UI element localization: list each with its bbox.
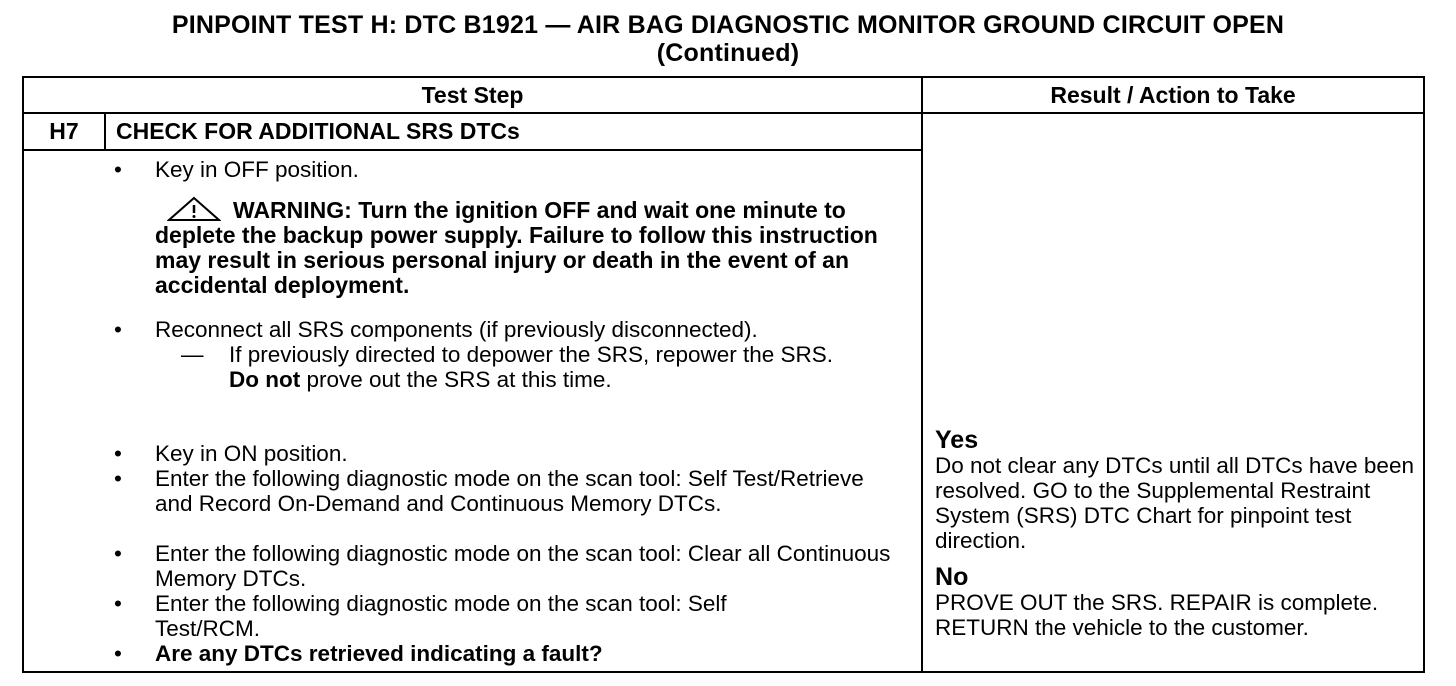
step-question: Are any DTCs retrieved indicating a fault? <box>155 641 603 666</box>
bullet-icon: • <box>114 591 122 616</box>
pinpoint-test-table <box>22 76 1425 673</box>
step-body <box>23 150 922 672</box>
page-subtitle: (Continued) <box>656 39 800 67</box>
warning-block <box>155 196 915 298</box>
yes-text: Do not clear any DTCs until all DTCs have been resolved. GO to the Supplemental Restraint System (SRS) DTC Chart for pinpoint test direction. <box>935 453 1414 553</box>
header-test-step: Test Step <box>23 77 922 113</box>
no-label: No <box>935 563 969 591</box>
sub-text-1: If previously directed to depower the SRS, repower the SRS. <box>229 342 834 367</box>
step-clear-dtcs: Enter the following diagnostic mode on the scan tool: Clear all Continuous Memory DTCs. <box>155 541 891 591</box>
bullet-icon: • <box>114 157 122 182</box>
step-title: CHECK FOR ADDITIONAL SRS DTCs <box>105 113 922 150</box>
warning-text: WARNING: Turn the ignition OFF and wait one minute to deplete the backup power supply. Failure to follow this instruction may result in serious personal injury or death in the event of an accidental deployment. <box>155 197 878 298</box>
warning-triangle-icon <box>167 196 221 222</box>
step-key-off: Key in OFF position. <box>155 157 359 182</box>
page-title: PINPOINT TEST H: DTC B1921 — AIR BAG DIAGNOSTIC MONITOR GROUND CIRCUIT OPEN <box>171 11 1285 39</box>
sub-text-bold: Do not <box>229 367 301 392</box>
step-key-on: Key in ON position. <box>155 441 348 466</box>
bullet-icon: • <box>114 441 122 466</box>
result-cell <box>922 113 1424 672</box>
bullet-icon: • <box>114 541 122 566</box>
step-self-test-rcm: Enter the following diagnostic mode on the scan tool: Self Test/RCM. <box>155 591 727 641</box>
result-yes <box>935 427 1425 553</box>
yes-label: Yes <box>935 426 979 454</box>
bullet-icon: • <box>114 317 122 342</box>
step-self-test: Enter the following diagnostic mode on the scan tool: Self Test/Retrieve and Record On-Demand and Continuous Memory DTCs. <box>155 466 864 516</box>
no-text: PROVE OUT the SRS. REPAIR is complete. RETURN the vehicle to the customer. <box>935 590 1379 640</box>
sub-text-2: prove out the SRS at this time. <box>306 367 612 392</box>
result-no <box>935 564 1425 640</box>
sub-step-text <box>229 342 869 392</box>
dash-marker: — <box>181 342 204 367</box>
step-id: H7 <box>23 113 105 150</box>
step-reconnect: Reconnect all SRS components (if previously disconnected). <box>155 317 758 342</box>
header-result-action: Result / Action to Take <box>922 77 1424 113</box>
bullet-icon: • <box>114 466 122 491</box>
bullet-icon: • <box>114 641 122 666</box>
